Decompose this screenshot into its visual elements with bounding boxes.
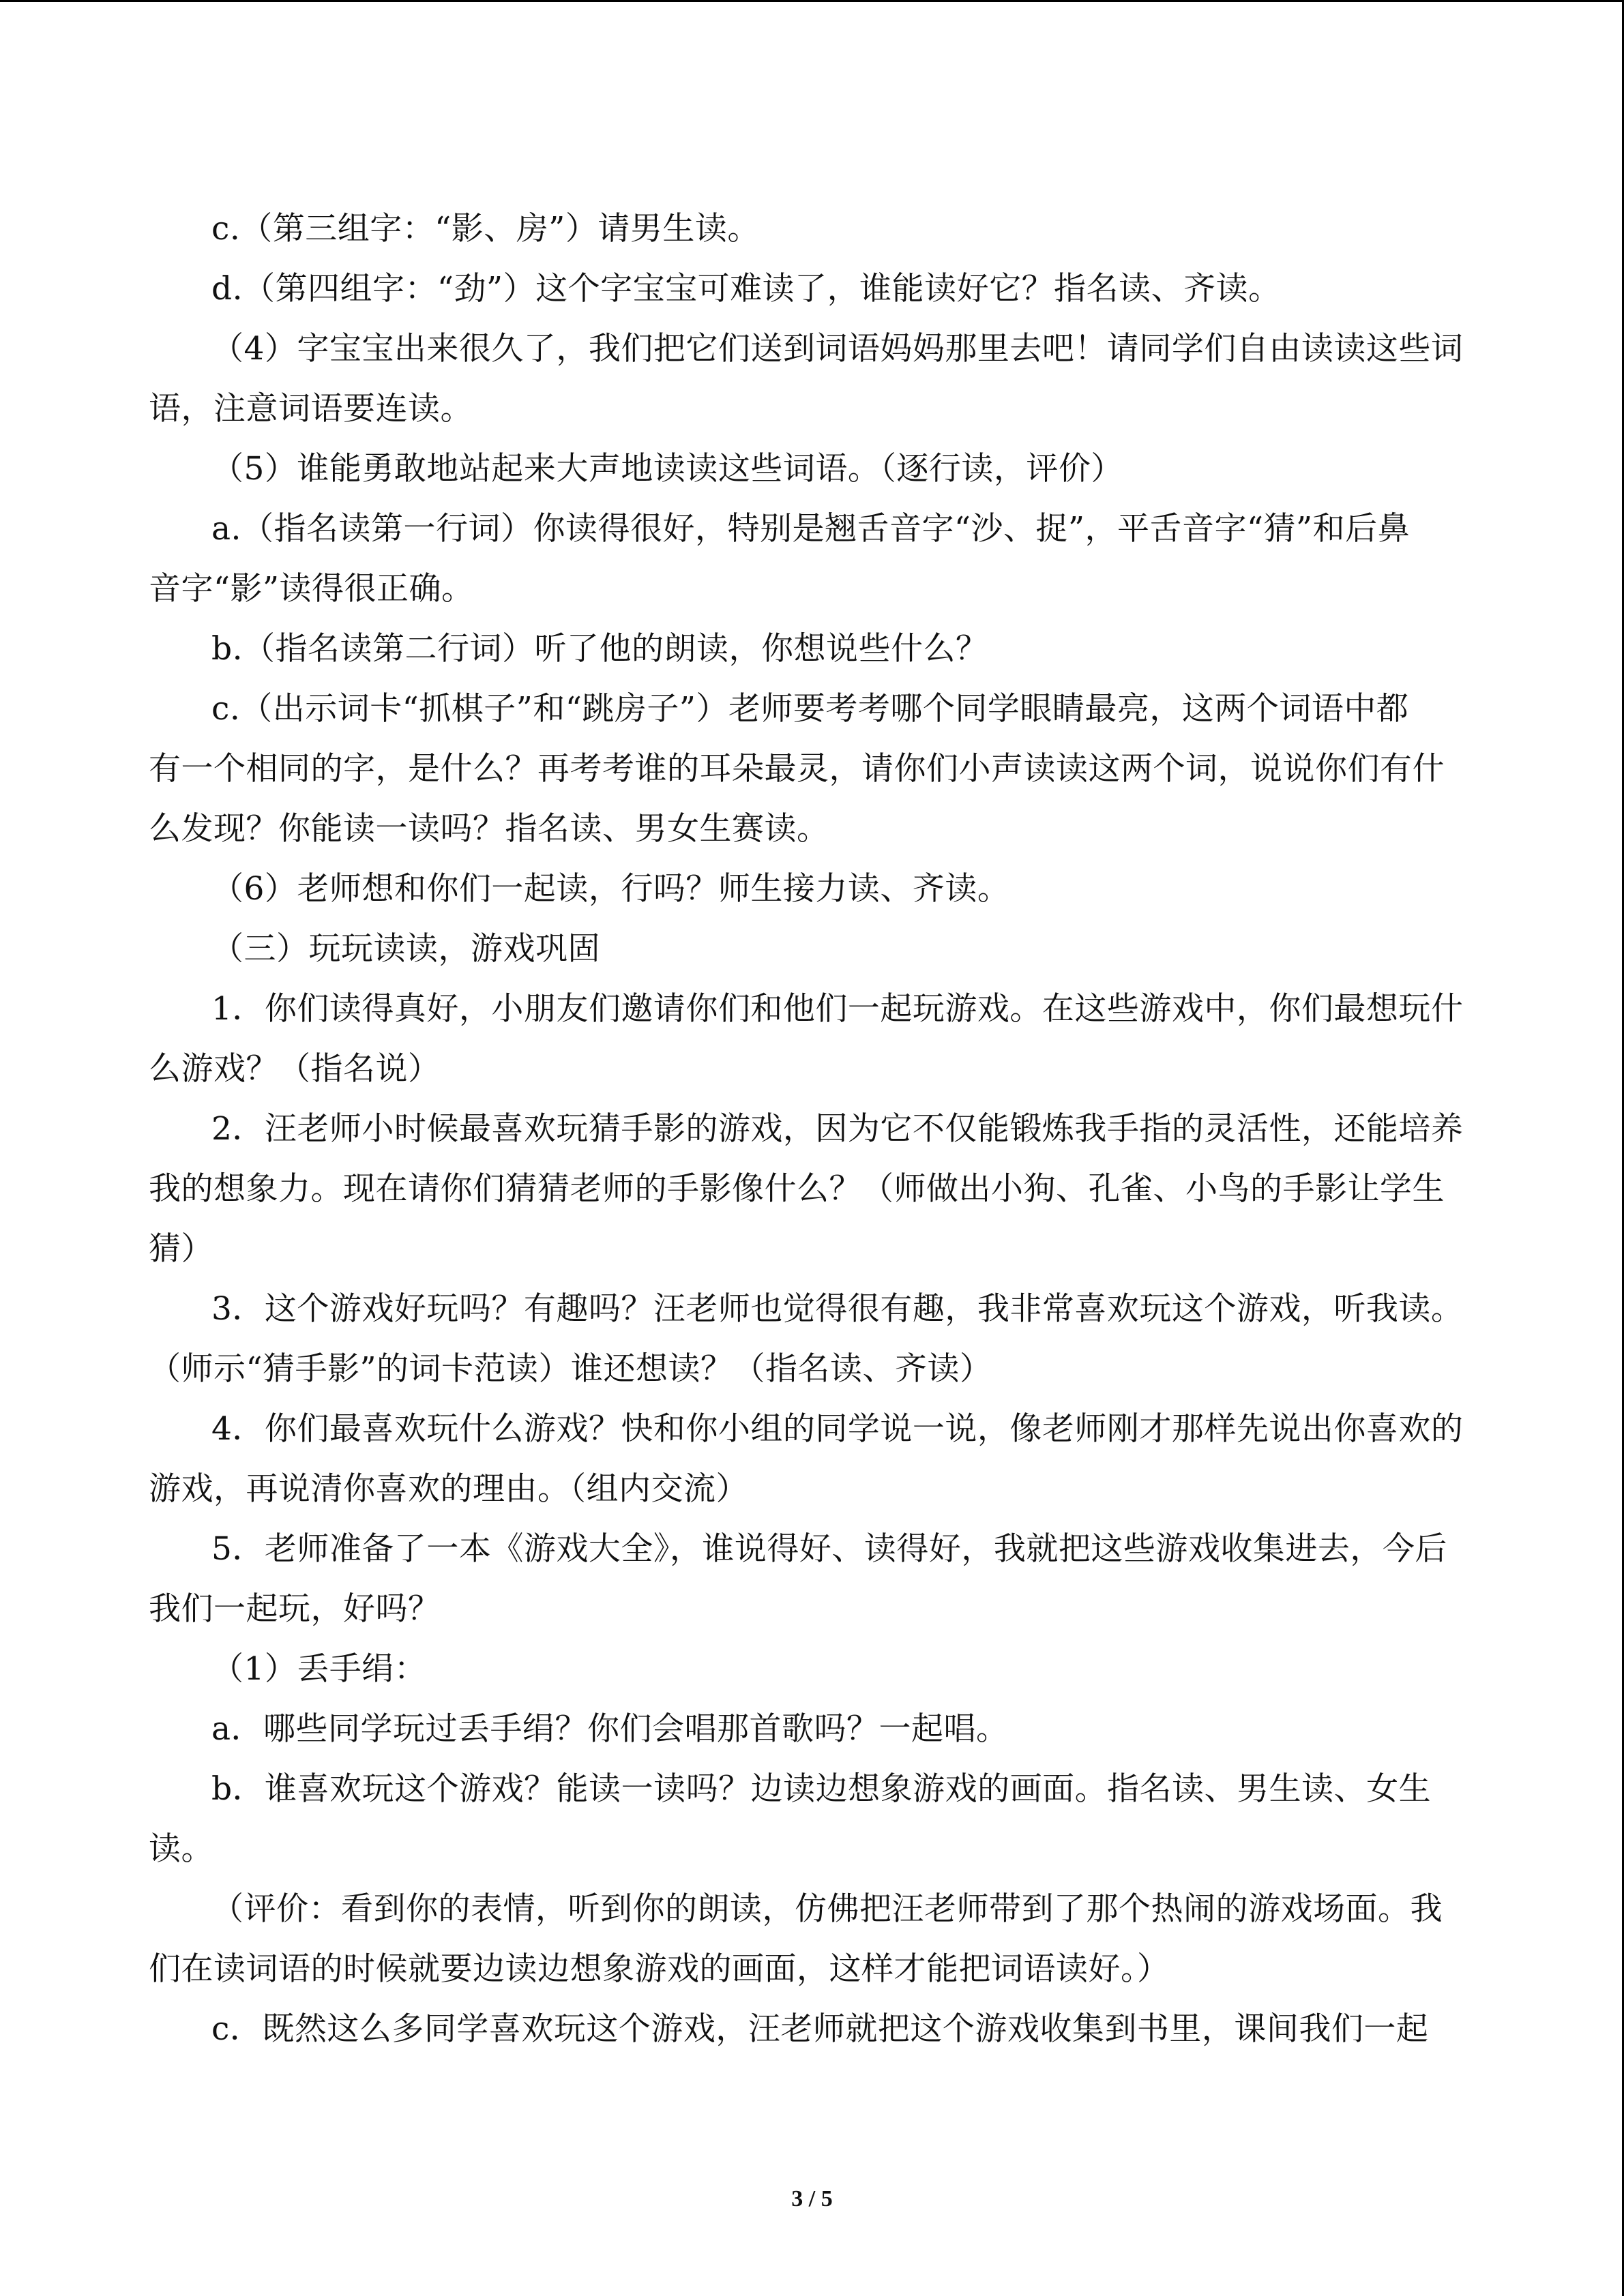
text-line: 么发现？你能读一读吗？指名读、男女生赛读。 <box>149 810 829 848</box>
text-line: 2．汪老师小时候最喜欢玩猜手影的游戏，因为它不仅能锻炼我手指的灵活性，还能培养 <box>211 1110 1464 1148</box>
text-line: 游戏，再说清你喜欢的理由。（组内交流） <box>149 1470 748 1508</box>
text-line: b．谁喜欢玩这个游戏？能读一读吗？边读边想象游戏的画面。指名读、男生读、女生 <box>211 1770 1432 1808</box>
text-line: 4．你们最喜欢玩什么游戏？快和你小组的同学说一说，像老师刚才那样先说出你喜欢的 <box>211 1410 1464 1448</box>
text-line: c．既然这么多同学喜欢玩这个游戏，汪老师就把这个游戏收集到书里，课间我们一起 <box>211 2010 1429 2048</box>
text-line: a．哪些同学玩过丢手绢？你们会唱那首歌吗？一起唱。 <box>211 1710 1009 1748</box>
section-heading: （三）玩玩读读，游戏巩固 <box>211 930 600 968</box>
text-line: 3．这个游戏好玩吗？有趣吗？汪老师也觉得很有趣，我非常喜欢玩这个游戏，听我读。 <box>211 1290 1464 1328</box>
text-line: （6）老师想和你们一起读，行吗？师生接力读、齐读。 <box>211 870 1010 908</box>
page-number: 3 / 5 <box>791 2186 833 2211</box>
text-line: c.（出示词卡“抓棋子”和“跳房子”）老师要考考哪个同学眼睛最亮，这两个词语中都 <box>211 690 1409 728</box>
text-line: 猜） <box>149 1230 213 1268</box>
text-line: a.（指名读第一行词）你读得很好，特别是翘舌音字“沙、捉”，平舌音字“猜”和后鼻 <box>211 510 1411 548</box>
text-line: 们在读词语的时候就要边读边想象游戏的画面，这样才能把词语读好。） <box>149 1950 1170 1988</box>
text-line: 音字“影”读得很正确。 <box>149 570 474 608</box>
text-line: 语，注意词语要连读。 <box>149 390 473 428</box>
text-line: （1）丢手绢： <box>211 1650 427 1688</box>
text-line: 我们一起玩，好吗？ <box>149 1590 441 1628</box>
text-line: 有一个相同的字，是什么？再考考谁的耳朵最灵，请你们小声读读这两个词，说说你们有什 <box>149 750 1445 788</box>
page-top-border <box>0 0 1624 2</box>
text-line: （师示“猜手影”的词卡范读）谁还想读？（指名读、齐读） <box>149 1350 992 1388</box>
text-line: 么游戏？（指名说） <box>149 1050 441 1088</box>
text-line: b.（指名读第二行词）听了他的朗读，你想说些什么？ <box>211 630 988 668</box>
text-line: 1．你们读得真好，小朋友们邀请你们和他们一起玩游戏。在这些游戏中，你们最想玩什 <box>211 990 1464 1028</box>
text-line: d.（第四组字：“劲”）这个字宝宝可难读了，谁能读好它？指名读、齐读。 <box>211 270 1281 308</box>
text-line: 读。 <box>149 1830 213 1868</box>
text-line: （4）字宝宝出来很久了，我们把它们送到词语妈妈那里去吧！请同学们自由读读这些词 <box>211 330 1464 368</box>
text-line: 我的想象力。现在请你们猜猜老师的手影像什么？（师做出小狗、孔雀、小鸟的手影让学生 <box>149 1170 1445 1208</box>
text-line: 5．老师准备了一本《游戏大全》，谁说得好、读得好，我就把这些游戏收集进去，今后 <box>211 1530 1447 1568</box>
text-line: c.（第三组字：“影、房”）请男生读。 <box>211 210 760 248</box>
text-line: （5）谁能勇敢地站起来大声地读读这些词语。（逐行读，评价） <box>211 450 1123 488</box>
text-line: （评价：看到你的表情，听到你的朗读，仿佛把汪老师带到了那个热闹的游戏场面。我 <box>211 1890 1443 1928</box>
